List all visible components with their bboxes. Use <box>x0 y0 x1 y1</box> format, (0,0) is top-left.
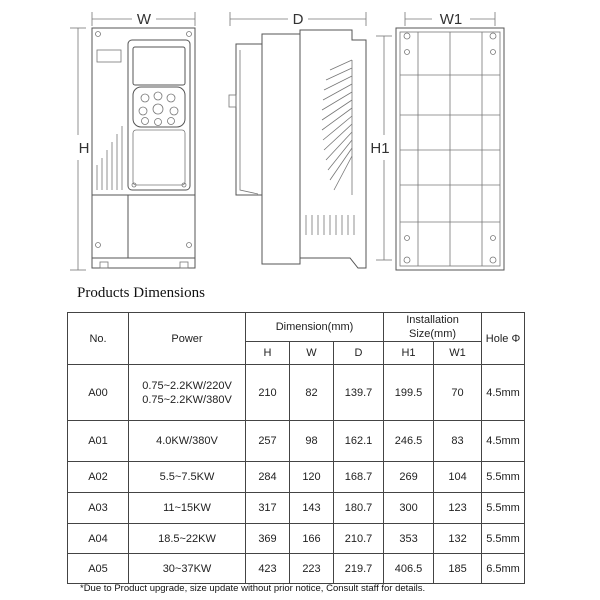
cell-power: 11~15KW <box>129 493 246 524</box>
cell-h1: 353 <box>384 524 434 554</box>
width-label: W <box>136 11 152 28</box>
header-row-top <box>68 313 525 342</box>
cell-d: 162.1 <box>334 421 384 462</box>
header-dimension: Dimension(mm) <box>246 313 384 342</box>
cell-w1: 185 <box>434 554 482 584</box>
table-row <box>68 524 525 554</box>
cell-d: 139.7 <box>334 365 384 421</box>
cell-no: A05 <box>68 554 129 584</box>
cell-hole: 4.5mm <box>482 365 525 421</box>
cell-hole: 6.5mm <box>482 554 525 584</box>
dimensions-table <box>67 312 525 584</box>
cell-no: A02 <box>68 462 129 493</box>
cell-power: 30~37KW <box>129 554 246 584</box>
cell-no: A04 <box>68 524 129 554</box>
cell-h1: 406.5 <box>384 554 434 584</box>
back-view-drawing <box>370 11 504 270</box>
cell-w1: 132 <box>434 524 482 554</box>
cell-h1: 246.5 <box>384 421 434 462</box>
cell-no: A03 <box>68 493 129 524</box>
cell-h: 257 <box>246 421 290 462</box>
footnote: *Due to Product upgrade, size update without prior notice, Consult staff for details. <box>80 583 426 594</box>
cell-w: 98 <box>290 421 334 462</box>
cell-w1: 83 <box>434 421 482 462</box>
header-w1: W1 <box>434 342 482 365</box>
cell-h1: 199.5 <box>384 365 434 421</box>
cell-hole: 4.5mm <box>482 421 525 462</box>
w1-label: W1 <box>439 11 463 28</box>
cell-power: 4.0KW/380V <box>129 421 246 462</box>
cell-power <box>129 365 246 421</box>
header-no: No. <box>68 313 129 365</box>
cell-w: 143 <box>290 493 334 524</box>
header-power: Power <box>129 313 246 365</box>
cell-no: A01 <box>68 421 129 462</box>
cell-no: A00 <box>68 365 129 421</box>
cell-power: 5.5~7.5KW <box>129 462 246 493</box>
cell-w1: 104 <box>434 462 482 493</box>
cell-h1: 269 <box>384 462 434 493</box>
table-row <box>68 421 525 462</box>
cell-w: 120 <box>290 462 334 493</box>
cell-hole: 5.5mm <box>482 524 525 554</box>
front-view-drawing <box>70 11 195 270</box>
table-row <box>68 462 525 493</box>
cell-h: 317 <box>246 493 290 524</box>
dimension-drawings <box>0 0 600 280</box>
section-title: Products Dimensions <box>77 285 205 301</box>
table-row <box>68 365 525 421</box>
cell-h: 423 <box>246 554 290 584</box>
power-line: 0.75~2.2KW/380V <box>142 393 232 406</box>
power-line: 0.75~2.2KW/220V <box>142 379 232 392</box>
header-h: H <box>246 342 290 365</box>
side-view-drawing <box>229 11 366 268</box>
header-w: W <box>290 342 334 365</box>
cell-d: 168.7 <box>334 462 384 493</box>
cell-hole: 5.5mm <box>482 493 525 524</box>
cell-d: 180.7 <box>334 493 384 524</box>
cell-w: 166 <box>290 524 334 554</box>
cell-h: 369 <box>246 524 290 554</box>
cell-w: 223 <box>290 554 334 584</box>
header-h1: H1 <box>384 342 434 365</box>
cell-w: 82 <box>290 365 334 421</box>
cell-w1: 70 <box>434 365 482 421</box>
cell-w1: 123 <box>434 493 482 524</box>
h1-label: H1 <box>370 140 390 157</box>
height-label: H <box>78 140 90 157</box>
cell-power: 18.5~22KW <box>129 524 246 554</box>
header-hole: Hole Φ <box>482 313 525 365</box>
cell-h: 284 <box>246 462 290 493</box>
table-row <box>68 493 525 524</box>
header-d: D <box>334 342 384 365</box>
cell-hole: 5.5mm <box>482 462 525 493</box>
table-row <box>68 554 525 584</box>
cell-h: 210 <box>246 365 290 421</box>
cell-d: 210.7 <box>334 524 384 554</box>
header-installation: Installation Size(mm) <box>384 313 482 342</box>
cell-h1: 300 <box>384 493 434 524</box>
depth-label: D <box>292 11 304 28</box>
cell-d: 219.7 <box>334 554 384 584</box>
